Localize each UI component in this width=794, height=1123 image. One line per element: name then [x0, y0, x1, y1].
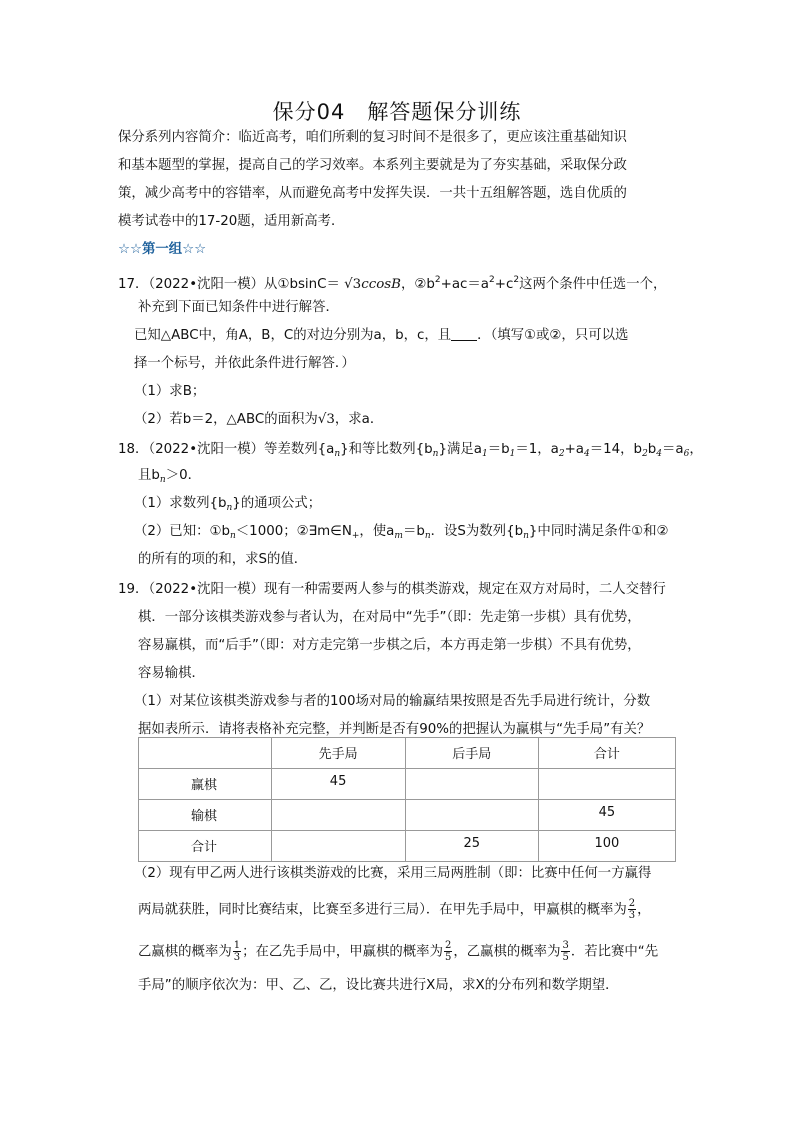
q17-sqrt: √3 — [344, 277, 362, 292]
q18-text: }的通项公式； — [232, 496, 322, 511]
group-heading: ☆☆第一组☆☆ — [118, 242, 207, 257]
q17-sup: 2 — [513, 275, 520, 285]
table-cell-text — [406, 769, 538, 774]
q19-part-2-line-4: 手局”的顺序依次为：甲、乙、乙，设比赛共进行X局，求X的分布列和数学期望． — [138, 978, 619, 993]
q18-sub: 1 — [481, 449, 488, 459]
q18-sub: n — [159, 475, 166, 485]
table-cell-text: 输棋 — [191, 809, 218, 824]
table-row — [139, 769, 676, 800]
q18-sub: n — [424, 531, 431, 541]
q18-text: ＝1，a — [515, 442, 559, 457]
table-header-row — [139, 738, 676, 769]
fraction-3-5 — [561, 940, 569, 963]
q18-text: ， — [689, 442, 703, 457]
table-cell — [139, 800, 272, 831]
q18-part-2-line-2: 的所有的项的和，求S的值． — [138, 552, 308, 567]
fraction-1-3 — [233, 940, 241, 963]
q19-text: ，乙赢棋的概率为 — [453, 944, 561, 960]
q18-stem-line-2 — [138, 466, 201, 490]
table-header-text: 后手局 — [452, 747, 492, 762]
frac-num: 3 — [562, 940, 569, 951]
q17-part-1: （1）求B； — [134, 384, 206, 399]
q17-part-2 — [134, 410, 383, 430]
frac-den: 5 — [444, 952, 452, 963]
q18-sub: 2 — [558, 449, 565, 459]
q18-text: +a — [564, 442, 584, 457]
table-cell-text: 赢棋 — [191, 778, 218, 793]
q18-sub: m — [394, 531, 403, 541]
q19-text: ， — [637, 902, 651, 918]
frac-den: 3 — [628, 910, 636, 921]
table-header-cell — [139, 738, 272, 769]
q18-text: 且b — [138, 468, 160, 483]
q19-part-2-line-3 — [138, 940, 658, 963]
table-cell-text — [406, 800, 538, 805]
q18-text: ＞0． — [165, 468, 201, 483]
table-header-cell — [538, 738, 675, 769]
q17-text: 这两个条件中任选一个， — [519, 277, 667, 292]
q18-sub: n — [523, 531, 529, 541]
table-cell — [405, 831, 538, 862]
table-cell — [405, 800, 538, 831]
q18-sub: 6 — [683, 449, 690, 459]
q19-part-2-line-2 — [138, 898, 651, 921]
q19-stem-line-2: 棋．一部分该棋类游戏参与者认为，在对局中“先手”（即：先走第一步棋）具有优势， — [138, 610, 641, 625]
q18-part-1 — [134, 494, 321, 518]
q18-text: （1）求数列{b — [134, 496, 227, 511]
q19-part-2-line-1: （2）现有甲乙两人进行该棋类游戏的比赛，采用三局两胜制（即：比赛中任何一方赢得 — [134, 866, 652, 881]
q18-text: ＜1000；②∃m∈N — [235, 524, 352, 539]
table-cell — [538, 800, 675, 831]
table-cell-text — [539, 769, 675, 774]
q19-stem-line-4: 容易输棋． — [138, 666, 205, 681]
q18-sub: n — [432, 449, 439, 459]
q18-text: }和等比数列{b — [340, 442, 433, 457]
q18-text: （2）已知：①b — [134, 524, 230, 539]
q17-sup: 2 — [489, 275, 495, 285]
q17-ccosb: ccosB — [361, 277, 401, 292]
frac-den: 3 — [233, 952, 241, 963]
table-row — [139, 831, 676, 862]
q17-text: （2）若b＝2，△ABC的面积为 — [134, 412, 318, 427]
table-cell-text: 45 — [598, 805, 616, 820]
q17-stem-line-1 — [118, 270, 666, 295]
intro-line-2: 和基本题型的掌握，提高自己的学习效率。本系列主要就是为了夯实基础，采取保分政 — [118, 158, 627, 173]
q18-text: ＝b — [402, 524, 425, 539]
frac-num: 2 — [444, 940, 452, 951]
q18-sub: 2 — [642, 449, 648, 459]
table-cell-text: 合计 — [191, 840, 218, 855]
q17-stem-line-4: 择一个标号，并依此条件进行解答．） — [134, 356, 355, 371]
q19-text: ；在乙先手局中，甲赢棋的概率为 — [242, 944, 443, 960]
q18-sub: + — [351, 531, 360, 541]
table-cell-text: 45 — [329, 774, 347, 789]
q18-sub: 4 — [656, 449, 663, 459]
q17-text: +c — [494, 277, 514, 292]
q17-text: ，求a． — [334, 412, 384, 427]
q18-text: ，使a — [359, 524, 395, 539]
q18-sub: 1 — [509, 449, 516, 459]
q17-text: ，②b — [400, 277, 435, 292]
q18-text: ．设S为数列{b — [430, 524, 524, 539]
fraction-2-5 — [444, 940, 452, 963]
page-title: 保分04 解答题保分训练 — [272, 100, 522, 124]
q18-text: }满足a — [438, 442, 482, 457]
intro-line-1: 保分系列内容简介：临近高考，咱们所剩的复习时间不是很多了，更应该注重基础知识 — [118, 130, 627, 145]
q18-sub: n — [229, 531, 236, 541]
q19-text: 乙赢棋的概率为 — [138, 944, 232, 960]
table-cell — [271, 769, 405, 800]
table-header-cell — [271, 738, 405, 769]
q17-sqrt: √3 — [317, 412, 335, 427]
q17-text: +ac＝a — [440, 277, 490, 292]
table-cell-text — [272, 800, 405, 805]
q18-text: }中同时满足条件①和② — [528, 524, 669, 539]
q19-stem-line-1: 19．（2022•沈阳一模）现有一种需要两人参与的棋类游戏，规定在双方对局时，二人交替行 — [118, 582, 666, 597]
frac-den: 5 — [562, 952, 569, 963]
q18-sub: 4 — [584, 449, 590, 459]
frac-num: 1 — [233, 940, 241, 951]
q18-text: 18．（2022•沈阳一模）等差数列{a — [118, 442, 335, 457]
table-cell — [538, 769, 675, 800]
contingency-table — [138, 737, 676, 862]
table-cell-text: 25 — [463, 836, 480, 851]
q18-stem-line-1 — [118, 440, 703, 464]
fraction-2-3 — [628, 898, 636, 921]
table-cell — [405, 769, 538, 800]
table-cell — [139, 831, 272, 862]
q18-sub: n — [334, 449, 341, 459]
table-cell-text: 100 — [594, 836, 620, 851]
table-cell — [139, 769, 272, 800]
q19-part-1-line-1: （1）对某位该棋类游戏参与者的100场对局的输赢结果按照是否先手局进行统计，分数 — [134, 694, 651, 709]
table-header-text: 合计 — [593, 747, 620, 762]
table-cell-text — [272, 831, 405, 836]
q19-part-1-line-2: 据如表所示．请将表格补充完整，并判断是否有90%的把握认为赢棋与“先手局”有关？ — [138, 722, 651, 737]
q18-part-2 — [134, 522, 669, 546]
q18-text: ＝a — [662, 442, 684, 457]
q17-text: 17．（2022•沈阳一模）从①bsinC＝ — [118, 277, 340, 292]
table-cell — [538, 831, 675, 862]
table-cell — [271, 831, 405, 862]
intro-line-3: 策，减少高考中的容错率，从而避免高考中发挥失误．一共十五组解答题，选自优质的 — [118, 186, 627, 201]
q18-text: ＝b — [487, 442, 510, 457]
table-header-text: 先手局 — [318, 747, 358, 762]
q18-sub: n — [226, 503, 233, 513]
table-cell — [271, 800, 405, 831]
q17-sup: 2 — [434, 275, 441, 285]
table-row — [139, 800, 676, 831]
q19-text: ．若比赛中“先 — [570, 944, 659, 960]
intro-line-4: 模考试卷中的17-20题，适用新高考． — [118, 214, 345, 229]
q19-stem-line-3: 容易赢棋，而“后手”（即：对方走完第一步棋之后，本方再走第一步棋）不具有优势， — [138, 638, 641, 653]
q17-stem-line-3 — [134, 326, 628, 346]
q17-text: ．（填写①或②，只可以选 — [477, 328, 629, 343]
q17-answer-blank — [451, 327, 477, 341]
table-header-text — [139, 738, 271, 743]
table-header-cell — [405, 738, 538, 769]
q17-text: 已知△ABC中，角A，B，C的对边分别为a，b，c，且 — [134, 328, 452, 343]
q18-text: ＝14，b — [589, 442, 643, 457]
frac-num: 2 — [628, 898, 636, 909]
q18-text: b — [647, 442, 657, 457]
q17-stem-line-2: 补充到下面已知条件中进行解答． — [138, 300, 339, 315]
q19-text: 两局就获胜，同时比赛结束，比赛至多进行三局）．在甲先手局中，甲赢棋的概率为 — [138, 902, 627, 918]
